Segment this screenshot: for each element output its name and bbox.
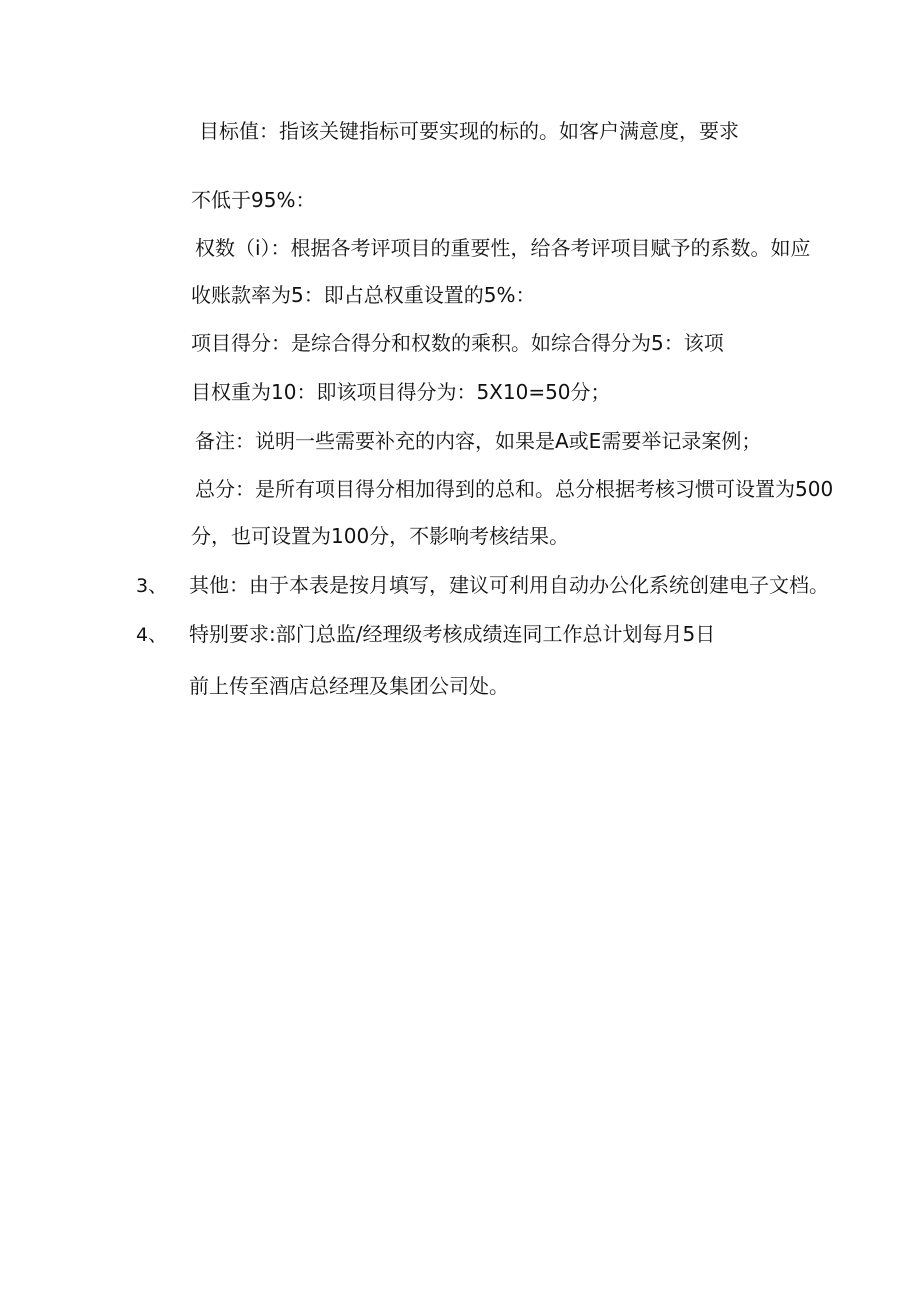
paragraph-weight: 权数（i）：根据各考评项目的重要性，给各考评项目赋予的系数。如应 — [195, 236, 811, 260]
paragraph-target-value: 目标值：指该关键指标可要实现的标的。如客户满意度，要求 — [199, 119, 739, 143]
paragraph-total-score: 总分：是所有项目得分相加得到的总和。总分根据考核习惯可设置为500 — [195, 477, 834, 501]
list-number-3: 3、 — [136, 575, 168, 597]
list-item-4-cont: 前上传至酒店总经理及集团公司处。 — [189, 674, 509, 698]
paragraph-target-value-cont: 不低于95%： — [191, 188, 316, 212]
paragraph-weight-cont: 收账款率为5：即占总权重设置的5%： — [191, 283, 536, 307]
list-item-4-text: 特别要求:部门总监/经理级考核成绩连同工作总计划每月5日 — [189, 622, 716, 646]
paragraph-item-score-cont: 目权重为10：即该项目得分为：5X10=50分； — [191, 380, 611, 404]
list-number-4: 4、 — [136, 624, 168, 646]
paragraph-item-score: 项目得分：是综合得分和权数的乘积。如综合得分为5：该项 — [191, 331, 724, 355]
paragraph-remarks: 备注：说明一些需要补充的内容，如果是A或E需要举记录案例； — [195, 429, 762, 453]
paragraph-total-score-cont: 分，也可设置为100分，不影响考核结果。 — [191, 524, 570, 548]
list-item-3-text: 其他：由于本表是按月填写，建议可利用自动办公化系统创建电子文档。 — [189, 573, 829, 597]
